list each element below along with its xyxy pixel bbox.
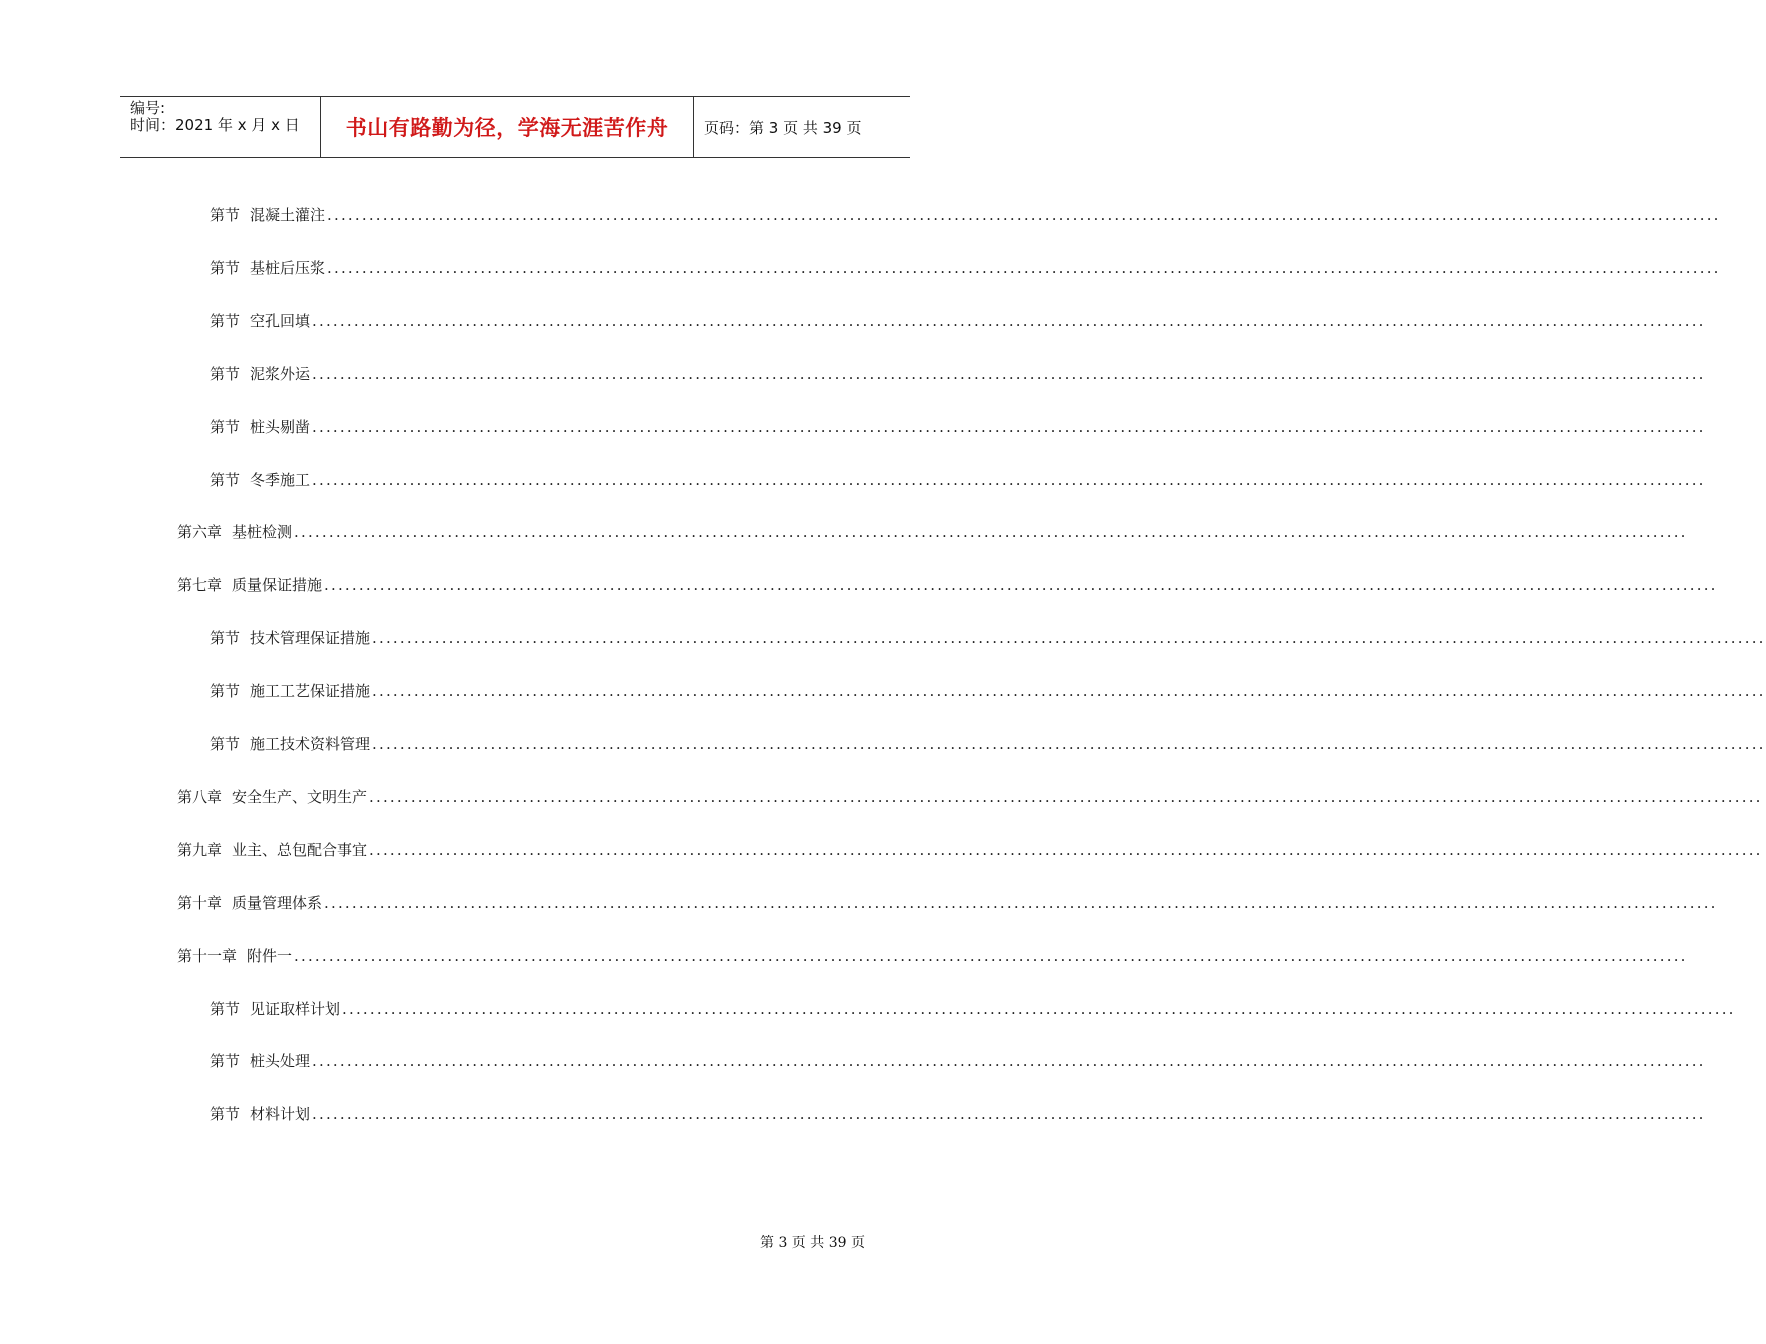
toc-entry-number: 第节 [210, 1052, 241, 1070]
toc-entry-title: 业主、总包配合事宜 [232, 841, 368, 859]
toc-entry-number: 第七章 [177, 576, 223, 594]
toc-dot-leader: ........................................................................................................................................................................................................ [312, 365, 1706, 383]
toc-dot-leader: ........................................................................................................................................................................................................ [372, 629, 1766, 647]
toc-entry-number: 第节 [210, 682, 241, 700]
toc-entry-number: 第节 [210, 259, 241, 277]
toc-dot-leader: ........................................................................................................................................................................................................ [372, 735, 1766, 753]
toc-entry-title: 桩头剔凿 [250, 418, 311, 436]
toc-entry-title: 空孔回填 [250, 312, 311, 330]
toc-dot-leader: ........................................................................................................................................................................................................ [312, 1105, 1706, 1123]
toc-entry[interactable] [177, 521, 1688, 543]
header-motto-cell [321, 97, 694, 157]
toc-entry[interactable] [210, 257, 1721, 279]
toc-entry[interactable] [210, 1050, 1706, 1072]
toc-entry-number: 第节 [210, 1105, 241, 1123]
toc-entry-number: 第节 [210, 629, 241, 647]
toc-entry-title: 安全生产、文明生产 [232, 788, 368, 806]
toc-entry[interactable] [177, 892, 1718, 914]
toc-entry-number: 第八章 [177, 788, 223, 806]
toc-entry-title: 施工技术资料管理 [250, 735, 371, 753]
toc-entry-title: 施工工艺保证措施 [250, 682, 371, 700]
toc-entry-number: 第节 [210, 365, 241, 383]
toc-entry-title: 泥浆外运 [250, 365, 311, 383]
toc-entry[interactable] [177, 574, 1718, 596]
header-page-cell [694, 97, 910, 157]
toc-entry[interactable] [210, 998, 1736, 1020]
toc-entry-title: 材料计划 [250, 1105, 311, 1123]
toc-entry-number: 第十章 [177, 894, 223, 912]
toc-dot-leader: ........................................................................................................................................................................................................ [324, 576, 1718, 594]
toc-entry-number: 第十一章 [177, 947, 238, 965]
toc-dot-leader: ........................................................................................................................................................................................................ [312, 312, 1706, 330]
toc-dot-leader: ........................................................................................................................................................................................................ [312, 471, 1706, 489]
motto-text: 书山有路勤为径，学海无涯苦作舟 [345, 116, 669, 140]
toc-entry-number: 第六章 [177, 523, 223, 541]
toc-dot-leader: ........................................................................................................................................................................................................ [342, 1000, 1736, 1018]
toc-entry-title: 质量保证措施 [232, 576, 323, 594]
toc-entry-title: 技术管理保证措施 [250, 629, 371, 647]
toc-entry[interactable] [210, 733, 1766, 755]
toc-entry[interactable] [210, 204, 1721, 226]
toc-dot-leader: ........................................................................................................................................................................................................ [312, 418, 1706, 436]
date-label: 时间：2021 年 x 月 x 日 [130, 116, 300, 134]
toc-dot-leader: ........................................................................................................................................................................................................ [294, 947, 1688, 965]
toc-dot-leader: ........................................................................................................................................................................................................ [324, 894, 1718, 912]
toc-entry-number: 第节 [210, 471, 241, 489]
toc-dot-leader: ........................................................................................................................................................................................................ [369, 788, 1763, 806]
toc-dot-leader: ........................................................................................................................................................................................................ [312, 1052, 1706, 1070]
toc-entry[interactable] [210, 363, 1706, 385]
toc-entry[interactable] [210, 469, 1706, 491]
toc-entry-title: 混凝土灌注 [250, 206, 326, 224]
toc-dot-leader: ........................................................................................................................................................................................................ [372, 682, 1766, 700]
toc-entry-title: 冬季施工 [250, 471, 311, 489]
toc-dot-leader: ........................................................................................................................................................................................................ [294, 523, 1688, 541]
toc-entry[interactable] [177, 839, 1763, 861]
toc-entry[interactable] [177, 786, 1763, 808]
toc-entry-number: 第节 [210, 1000, 241, 1018]
document-header [120, 96, 910, 158]
toc-entry[interactable] [210, 310, 1706, 332]
toc-entry-title: 基桩后压浆 [250, 259, 326, 277]
page-code: 页码：第 3 页 共 39 页 [704, 118, 862, 137]
serial-number-label: 编号: [130, 99, 166, 117]
toc-entry-title: 质量管理体系 [232, 894, 323, 912]
toc-dot-leader: ........................................................................................................................................................................................................ [327, 206, 1721, 224]
toc-dot-leader: ........................................................................................................................................................................................................ [369, 841, 1763, 859]
toc-entry[interactable] [177, 945, 1688, 967]
toc-entry[interactable] [210, 1103, 1706, 1125]
toc-entry-number: 第节 [210, 735, 241, 753]
header-meta-cell [120, 97, 321, 157]
toc-dot-leader: ........................................................................................................................................................................................................ [327, 259, 1721, 277]
toc-entry-title: 基桩检测 [232, 523, 293, 541]
toc-entry-number: 第九章 [177, 841, 223, 859]
toc-entry-number: 第节 [210, 312, 241, 330]
toc-entry-number: 第节 [210, 206, 241, 224]
toc-entry[interactable] [210, 680, 1766, 702]
toc-entry[interactable] [210, 416, 1706, 438]
page-footer: 第 3 页 共 39 页 [760, 1235, 865, 1251]
toc-entry[interactable] [210, 627, 1766, 649]
toc-entry-title: 附件一 [247, 947, 293, 965]
toc-entry-number: 第节 [210, 418, 241, 436]
toc-entry-title: 桩头处理 [250, 1052, 311, 1070]
toc-entry-title: 见证取样计划 [250, 1000, 341, 1018]
